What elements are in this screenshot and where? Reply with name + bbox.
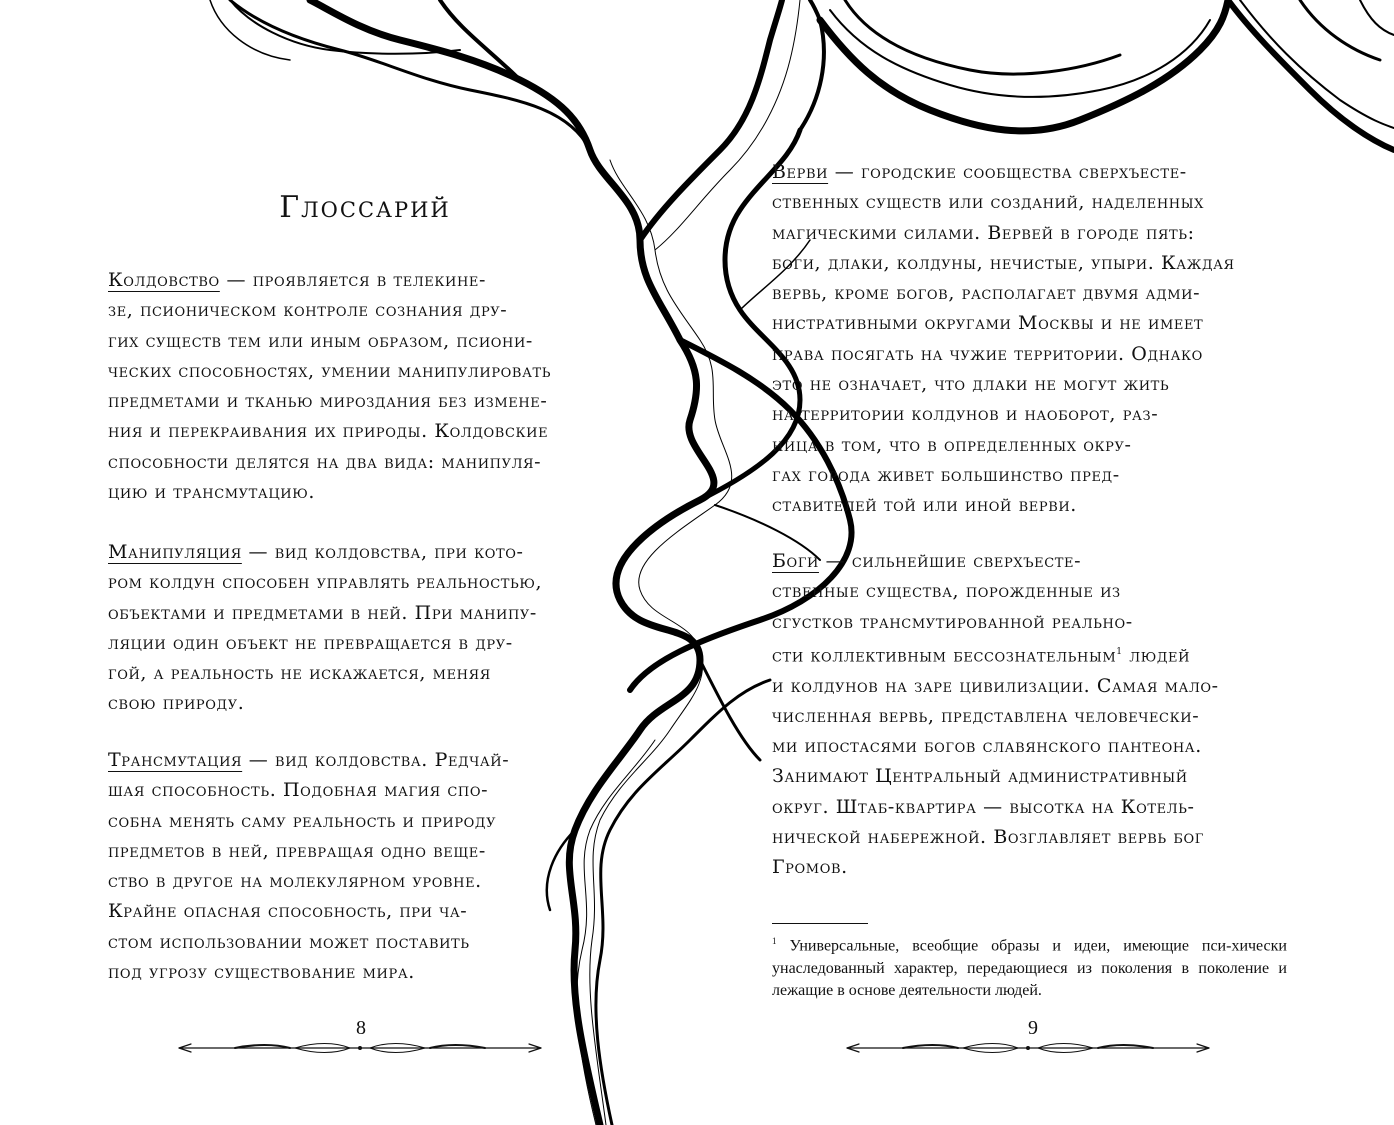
entry-text-line: — сильнейшие сверхъесте- [818, 550, 1082, 572]
entry-text-line: гой, а реальность не искажается, меняя [108, 662, 491, 685]
entry-text-line: сгустков трансмутированной реально- [772, 610, 1133, 633]
entry-text-line: сти коллективным бессознательным [772, 644, 1117, 667]
entry-text-line: — проявляется в телекине- [219, 269, 487, 291]
entry-text-line: ница в том, что в определенных окру- [772, 433, 1132, 456]
page-number-right: 9 [1028, 1017, 1038, 1039]
entry-text-line: шая способность. Подобная магия спо- [108, 779, 489, 802]
entry-text-line: предметами и тканью мироздания без измене- [108, 390, 548, 413]
page-number-left: 8 [356, 1017, 366, 1039]
entry-text-line: численная вервь, представлена человечески- [772, 704, 1200, 727]
entry-text-line: ми ипостасями богов славянского пантеона. [772, 735, 1202, 758]
footnote-divider [772, 923, 868, 924]
entry-text-line: это не означает, что длаки не могут жить [772, 373, 1170, 396]
entry-text-line: нической набережной. Возглавляет вервь бог [772, 826, 1205, 848]
glossary-entry [108, 745, 573, 987]
entry-text-line: — вид колдовства, при кото- [241, 541, 524, 563]
glossary-entry [772, 546, 1287, 883]
footnote-text: Универсальные, всеобщие образы и идеи, имеющие пси-хически унаследованный характер, передающиеся из поколения в поколение и лежащие в основе деятельности людей. [772, 937, 1287, 1000]
entry-text-line: ственных существ или созданий, наделенных [772, 191, 1204, 214]
entry-text-line: права посягать на чужие территории. Однако [772, 342, 1203, 365]
glossary-term: Боги [772, 550, 819, 572]
entry-text-line: ставителей той или иной верви. [772, 494, 1077, 517]
entry-text-line: предметов в ней, превращая одно веще- [108, 839, 486, 862]
entry-text-line: способности делятся на два вида: манипуля- [108, 450, 542, 473]
glossary-entry [108, 265, 623, 507]
entry-text-line: ческих способностях, умении манипулировать [108, 359, 552, 382]
glossary-term: Колдовство [108, 269, 220, 291]
footnote [772, 930, 1287, 1003]
entry-text-line: зе, псионическом контроле сознания дру- [108, 299, 508, 322]
entry-text-line: под угрозу существование мира. [108, 961, 415, 984]
entry-text-line: Занимают Центральный административный [772, 765, 1188, 788]
entry-text-line: и колдунов на заре цивилизации. Самая мало- [772, 674, 1219, 697]
glossary-term: Верви [772, 161, 829, 183]
entry-text-line: собна менять саму реальность и природу [108, 809, 497, 832]
entry-text-line: магическими силами. Вервей в городе пять: [772, 221, 1195, 244]
footnote-marker: 1 [1116, 646, 1123, 657]
entry-text-line: ния и перекраивания их природы. Колдовские [108, 420, 549, 443]
glossary-entry [108, 537, 623, 719]
entry-text-line: Крайне опасная способность, при ча- [108, 900, 468, 923]
entry-text-line: гих существ тем или иным образом, псиони- [108, 329, 533, 352]
entry-text-line: ляции один объект не превращается в дру- [108, 631, 513, 654]
entry-text-line: вервь, кроме богов, располагает двумя адми- [772, 282, 1201, 305]
entry-text-line: стом использовании может поставить [108, 930, 470, 953]
entry-text-line: боги, длаки, колдуны, нечистые, упыри. Каждая [772, 251, 1235, 274]
entry-text-line: объектами и предметами в ней. При манипу- [108, 601, 537, 624]
entry-text-line: ство в другое на молекулярном уровне. [108, 870, 482, 893]
glossary-term: Трансмутация [108, 749, 243, 771]
entry-text-line: ром колдун способен управлять реальностью, [108, 571, 543, 594]
entry-text-line: гах города живет большинство пред- [772, 463, 1120, 486]
entry-text-line: нистративными округами Москвы и не имеет [772, 312, 1204, 335]
entry-text-line: ственные существа, порожденные из [772, 580, 1121, 603]
footnote-number: 1 [772, 936, 777, 946]
flourish-divider-right [843, 1038, 1213, 1058]
entry-text-line: цию и трансмутацию. [108, 481, 315, 504]
entry-text-line: округ. Штаб-квартира — высотка на Котель- [772, 795, 1195, 818]
entry-text-line: свою природу. [108, 692, 245, 715]
page-title: Глоссарий [279, 190, 451, 225]
entry-text-line: — вид колдовства. Редчай- [242, 749, 510, 771]
glossary-entry [772, 157, 1287, 521]
glossary-term: Манипуляция [108, 541, 242, 563]
flourish-divider-left [175, 1038, 545, 1058]
entry-text-line: на территории колдунов и наоборот, раз- [772, 403, 1159, 426]
entry-text-line: — городские сообщества сверхъесте- [828, 161, 1187, 183]
entry-text-line: Громов. [772, 856, 848, 879]
entry-text-line: людей [1122, 644, 1191, 667]
